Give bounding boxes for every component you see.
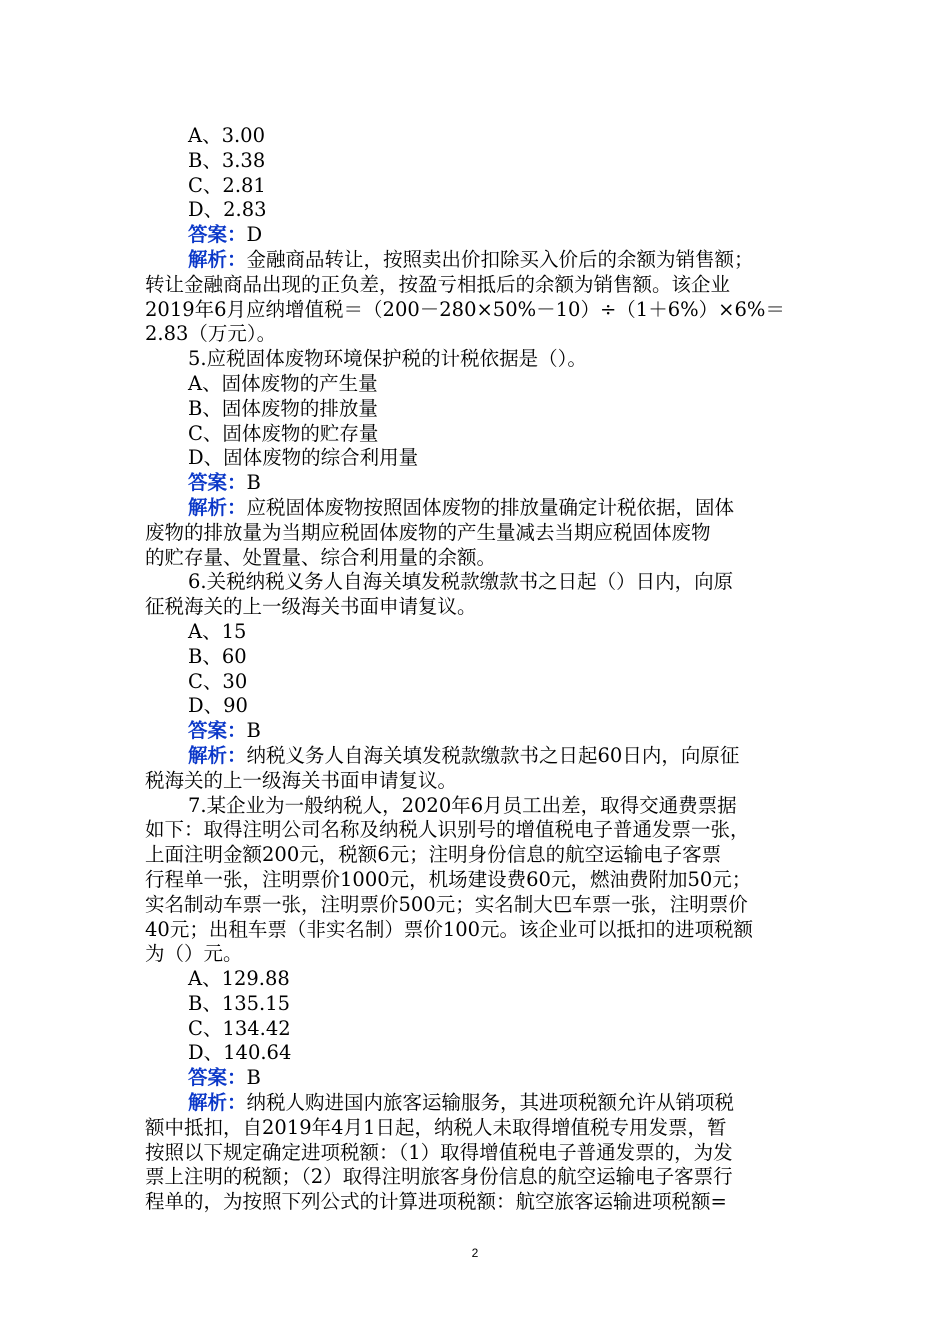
q7-analysis-line (145, 1091, 815, 1116)
q5-option-c: C、固体废物的贮存量 (188, 421, 379, 445)
q4-answer (145, 223, 815, 248)
answer-value: B (246, 1066, 261, 1090)
q7-question: 上面注明金额200元，税额6元；注明身份信息的航空运输电子客票 (145, 843, 722, 867)
q4-analysis-line: 2.83（万元）。 (145, 322, 277, 346)
page-content (145, 124, 815, 1215)
q5-question: 5.应税固体废物环境保护税的计税依据是（）。 (188, 347, 587, 371)
q4-option-d: D、2.83 (188, 198, 267, 222)
q6-option-d: D、90 (188, 694, 248, 718)
analysis-label: 解析： (188, 247, 247, 271)
answer-label: 答案： (188, 223, 247, 247)
q5-analysis-line: 的贮存量、处置量、综合利用量的余额。 (145, 545, 497, 569)
q7-option-c: C、134.42 (188, 1016, 291, 1040)
q5-option-b: B、固体废物的排放量 (188, 396, 378, 420)
answer-label: 答案： (188, 471, 247, 495)
q7-analysis-line: 票上注明的税额；（2）取得注明旅客身份信息的航空运输电子客票行 (145, 1165, 733, 1189)
q4-option-c: C、2.81 (188, 173, 266, 197)
q6-analysis-line: 税海关的上一级海关书面申请复议。 (145, 768, 458, 792)
q5-analysis-line: 废物的排放量为当期应税固体废物的产生量减去当期应税固体废物 (145, 520, 711, 544)
q5-option-a: A、固体废物的产生量 (188, 371, 378, 395)
q7-question: 实名制动车票一张，注明票价500元；实名制大巴车票一张，注明票价 (145, 892, 748, 916)
q5-analysis-line (145, 496, 815, 521)
analysis-text: 纳税义务人自海关填发税款缴款书之日起60日内，向原征 (246, 743, 740, 767)
q4-analysis-line: 转让金融商品出现的正负差，按盈亏相抵后的余额为销售额。该企业 (145, 272, 731, 296)
q4-analysis-line: 2019年6月应纳增值税＝（200－280×50%－10）÷（1＋6%）×6%＝ (145, 297, 785, 321)
analysis-label: 解析： (188, 1091, 247, 1115)
q7-option-d: D、140.64 (188, 1041, 292, 1065)
analysis-label: 解析： (188, 495, 247, 519)
q7-option-a: A、129.88 (188, 967, 290, 991)
q7-analysis-line: 按照以下规定确定进项税额：（1）取得增值税电子普通发票的，为发 (145, 1140, 733, 1164)
q6-question: 征税海关的上一级海关书面申请复议。 (145, 595, 477, 619)
q7-analysis-line: 程单的，为按照下列公式的计算进项税额：航空旅客运输进项税额= (145, 1190, 727, 1214)
q4-option-a: A、3.00 (188, 124, 266, 147)
q6-question: 6.关税纳税义务人自海关填发税款缴款书之日起（）日内，向原 (188, 570, 734, 594)
analysis-text: 纳税人购进国内旅客运输服务，其进项税额允许从销项税 (246, 1091, 735, 1115)
q7-analysis-line: 额中抵扣，自2019年4月1日起，纳税人未取得增值税专用发票，暂 (145, 1115, 727, 1139)
q4-option-b: B、3.38 (188, 148, 266, 172)
answer-label: 答案： (188, 1066, 247, 1090)
analysis-label: 解析： (188, 743, 247, 767)
q7-answer (145, 1066, 815, 1091)
page-number: 2 (471, 1246, 479, 1260)
q7-question: 7.某企业为一般纳税人，2020年6月员工出差，取得交通费票据 (188, 793, 737, 817)
q4-analysis-line (145, 248, 815, 273)
answer-label: 答案： (188, 719, 247, 743)
analysis-text: 应税固体废物按照固体废物的排放量确定计税依据，固体 (246, 495, 735, 519)
q6-analysis-line (145, 744, 815, 769)
q6-option-b: B、60 (188, 644, 247, 668)
q7-question: 为（）元。 (145, 942, 243, 966)
analysis-text: 金融商品转让，按照卖出价扣除买入价后的余额为销售额； (246, 247, 754, 271)
q6-answer (145, 719, 815, 744)
q5-option-d: D、固体废物的综合利用量 (188, 446, 419, 470)
q7-option-b: B、135.15 (188, 991, 291, 1015)
q6-option-c: C、30 (188, 669, 248, 693)
answer-value: D (246, 223, 263, 247)
q7-question: 行程单一张，注明票价1000元，机场建设费60元，燃油费附加50元； (145, 867, 752, 891)
q7-question: 如下：取得注明公司名称及纳税人识别号的增值税电子普通发票一张， (145, 818, 750, 842)
answer-value: B (246, 471, 261, 495)
q7-question: 40元；出租车票（非实名制）票价100元。该企业可以抵扣的进项税额 (145, 917, 754, 941)
answer-value: B (246, 719, 261, 743)
q6-option-a: A、15 (188, 619, 247, 643)
q5-answer (145, 471, 815, 496)
